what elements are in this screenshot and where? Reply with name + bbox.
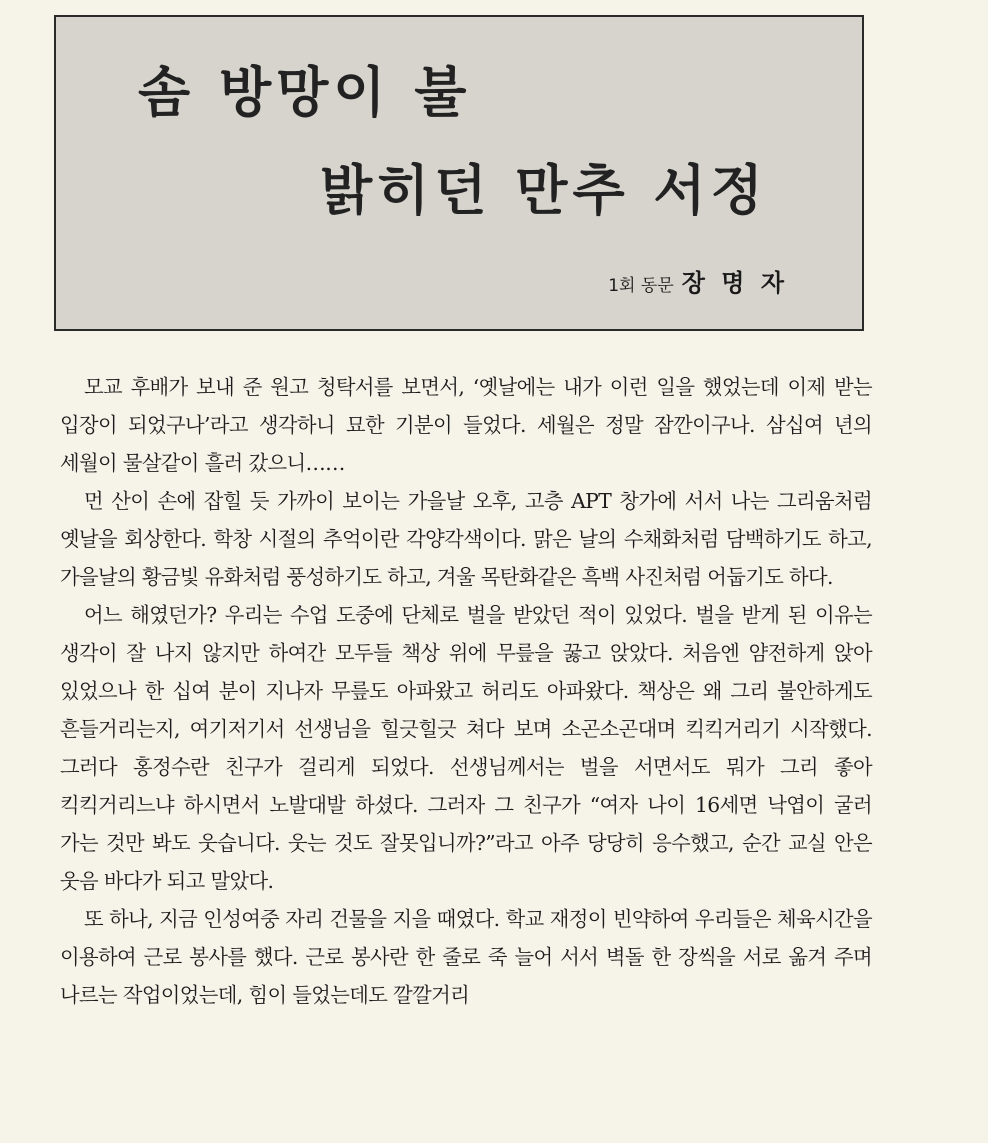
author-name: 장 명 자: [681, 269, 788, 297]
paragraph-2: 먼 산이 손에 잡힐 듯 가까이 보이는 가을날 오후, 고층 APT 창가에 서서 나는 그리움처럼 옛날을 회상한다. 학창 시절의 추억이란 각양각색이다. 맑은 날의 수채화처럼 담백하기도 하고, 가을날의 황금빛 유화처럼 풍성하기도 하고, 겨울 목탄화같은 흑백 사진처럼 어둡기도 하다.: [60, 489, 872, 589]
paragraph-1: 모교 후배가 보내 준 원고 청탁서를 보면서, ‘옛날에는 내가 이런 일을 했었는데 이제 받는 입장이 되었구나’라고 생각하니 묘한 기분이 들었다. 세월은 정말 잠깐이구나. 삼십여 년의 세월이 물살같이 흘러 갔으니……: [60, 375, 872, 475]
paragraph-3: 어느 해였던가? 우리는 수업 도중에 단체로 벌을 받았던 적이 있었다. 벌을 받게 된 이유는 생각이 잘 나지 않지만 하여간 모두들 책상 위에 무릎을 꿇고 앉았다. 처음엔 얌전하게 앉아 있었으나 한 십여 분이 지나자 무릎도 아파왔고 허리도 아파왔다. 책상은 왜 그리 불안하게도 흔들거리는지, 여기저기서 선생님을 힐긋힐긋 쳐다 보며 소곤소곤대며 킥킥거리기 시작했다. 그러다 홍정수란 친구가 걸리게 되었다. 선생님께서는 벌을 서면서도 뭐가 그리 좋아 킥킥거리느냐 하시면서 노발대발 하셨다. 그러자 그 친구가 “여자 나이 16세면 낙엽이 굴러 가는 것만 봐도 웃습니다. 웃는 것도 잘못입니까?”라고 아주 당당히 응수했고, 순간 교실 안은 웃음 바다가 되고 말았다.: [60, 603, 872, 893]
paragraph-4: 또 하나, 지금 인성여중 자리 건물을 지을 때였다. 학교 재정이 빈약하여 우리들은 체육시간을 이용하여 근로 봉사를 했다. 근로 봉사란 한 줄로 죽 늘어 서서 벽돌 한 장씩을 서로 옮겨 주며 나르는 작업이었는데, 힘이 들었는데도 깔깔거리: [60, 907, 872, 1007]
title-box: [54, 15, 864, 331]
title-line-1: 솜 방망이 불: [138, 60, 472, 124]
author-cohort: 1회 동문: [608, 276, 674, 296]
author-byline: [608, 271, 788, 295]
title-line-2: 밝히던 만추 서정: [320, 158, 768, 222]
article-body: [60, 368, 872, 1014]
